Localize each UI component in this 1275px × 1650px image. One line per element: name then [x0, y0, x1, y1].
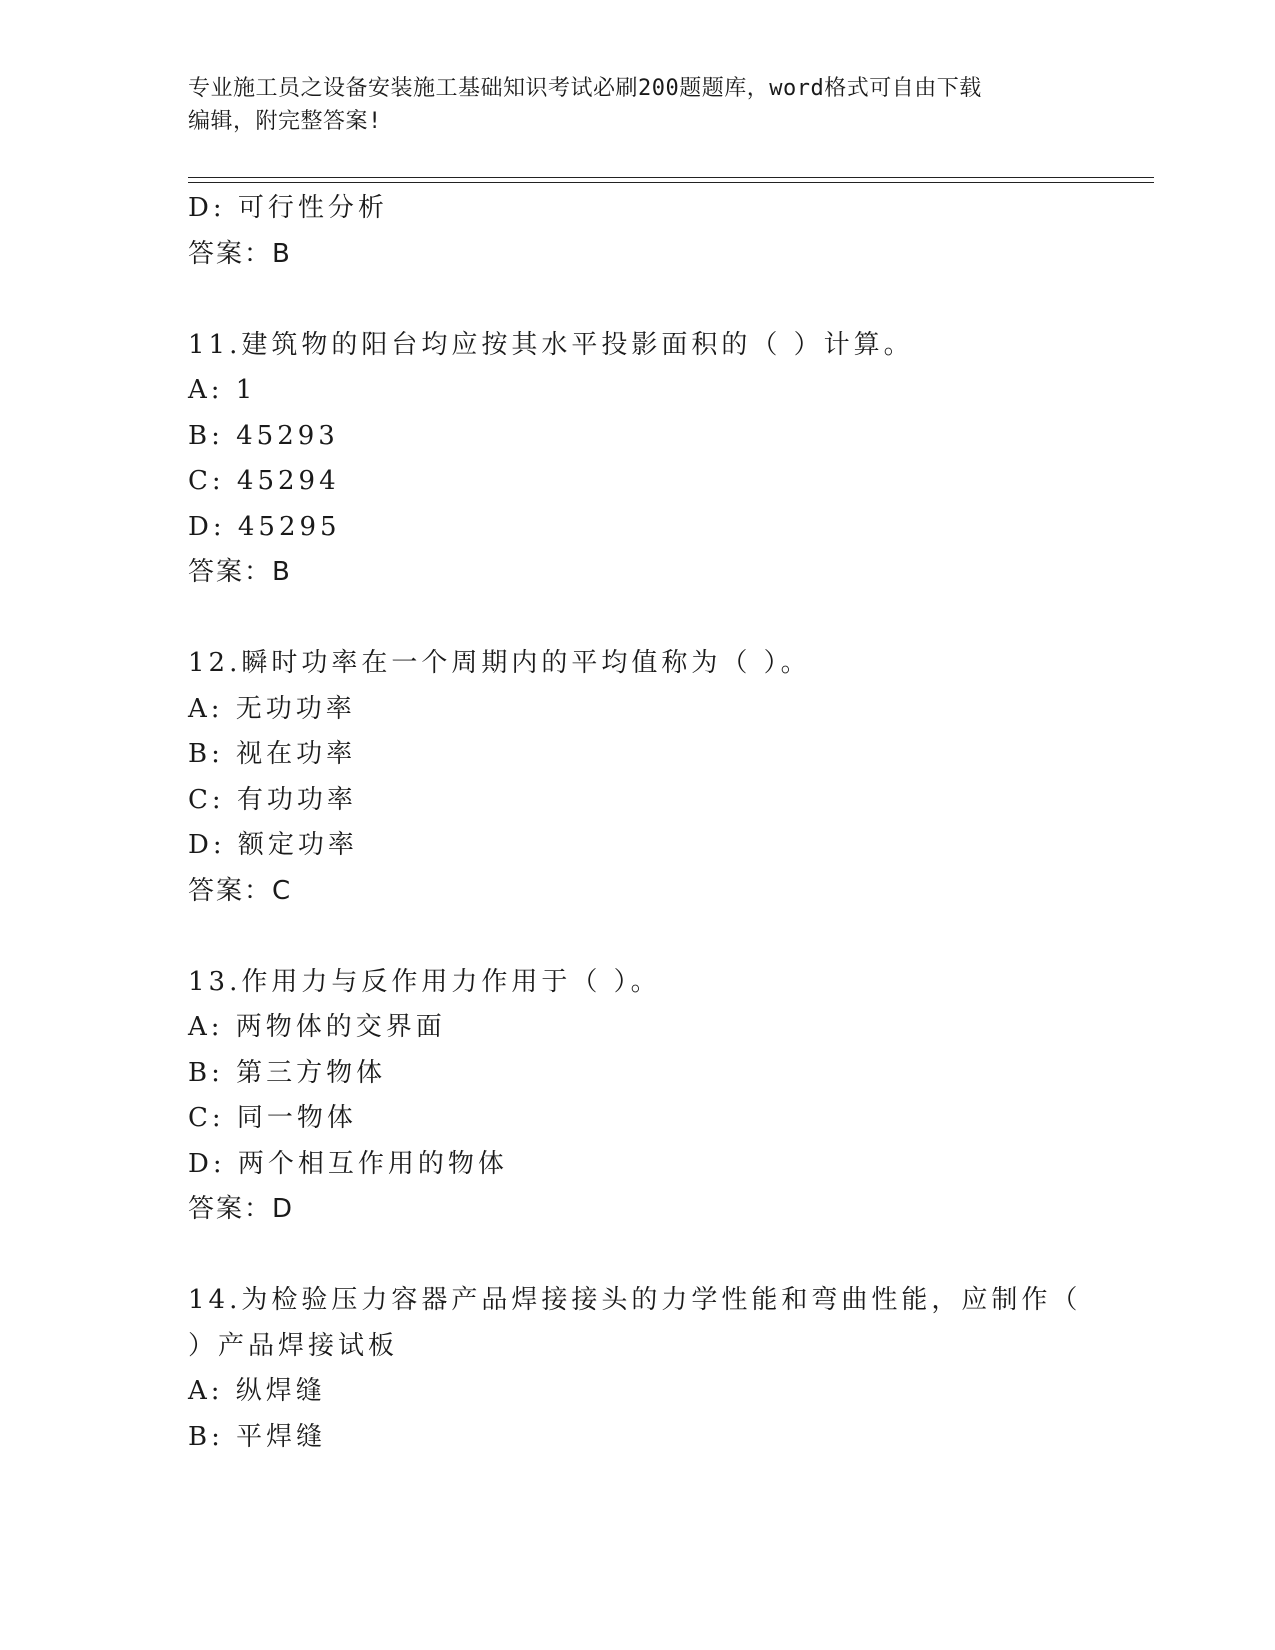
question-stem: 12.瞬时功率在一个周期内的平均值称为（ ）。: [188, 648, 811, 678]
question-block: [188, 960, 1088, 1233]
question-stem: 11.建筑物的阳台均应按其水平投影面积的（ ）计算。: [188, 329, 914, 360]
spacer: [188, 1233, 1088, 1279]
header-line-1: 专业施工员之设备安装施工基础知识考试必刷200题题库，word格式可自由下载: [188, 76, 982, 101]
option-b: B: 45293: [188, 420, 339, 451]
header-divider-top: [188, 177, 1154, 178]
option-a: A: 无功功率: [188, 693, 356, 724]
question-stem: 13.作用力与反作用力作用于（ ）。: [188, 966, 661, 997]
question-stem: 14.为检验压力容器产品焊接接头的力学性能和弯曲性能，应制作（: [188, 1285, 1082, 1315]
question-block: [188, 323, 1088, 596]
option-b: B: 视在功率: [188, 739, 357, 769]
option-a: A: 两物体的交界面: [188, 1012, 446, 1042]
spacer: [188, 596, 1088, 642]
spacer: [188, 277, 1088, 323]
option-d: D: 额定功率: [188, 830, 358, 860]
question-stem-continued: ）产品焊接试板: [188, 1330, 399, 1361]
question-block: [188, 641, 1088, 914]
answer-line: 答案：D: [188, 1194, 295, 1224]
option-d: D: 两个相互作用的物体: [188, 1148, 508, 1179]
option-c: C: 45294: [188, 466, 340, 496]
spacer: [188, 914, 1088, 960]
question-list: [188, 186, 1088, 1460]
header-line-2: 编辑，附完整答案!: [188, 109, 382, 134]
option-a: A: 纵焊缝: [188, 1376, 326, 1406]
option-b: B: 平焊缝: [188, 1421, 327, 1452]
question-block: [188, 1278, 1088, 1460]
answer-line: 答案：B: [188, 238, 292, 269]
option-a: A: 1: [188, 375, 257, 405]
option-c: C: 有功功率: [188, 784, 357, 815]
option-d: D: 可行性分析: [188, 193, 388, 223]
document-header: [188, 72, 1088, 138]
option-c: C: 同一物体: [188, 1103, 357, 1133]
header-divider-bottom: [188, 182, 1154, 183]
option-b: B: 第三方物体: [188, 1057, 387, 1088]
answer-line: 答案：C: [188, 875, 293, 906]
option-d: D: 45295: [188, 511, 341, 542]
answer-line: 答案：B: [188, 557, 292, 587]
